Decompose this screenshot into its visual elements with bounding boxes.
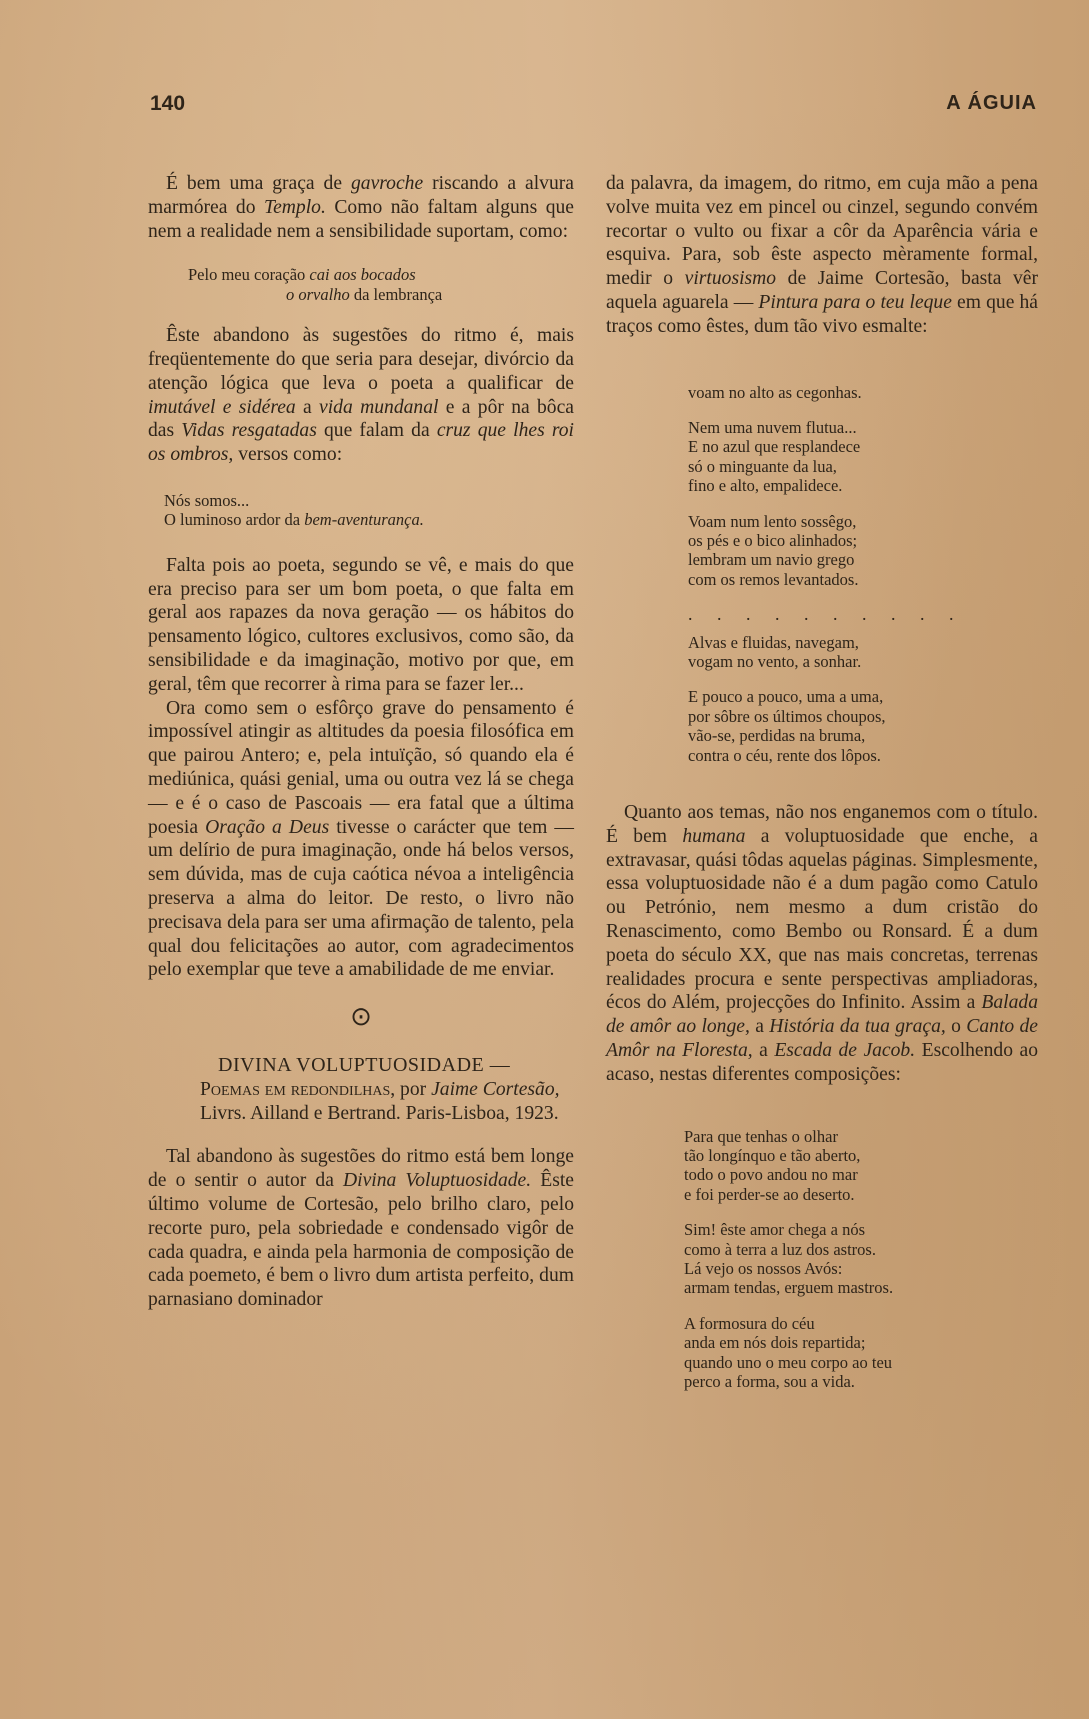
text-italic: Vidas resgatadas [181,420,317,442]
poem-line: E no azul que resplandece [688,437,861,457]
poem-line: E pouco a pouco, uma a uma, [688,687,884,707]
text: Poemas em redondilhas, [200,1078,396,1100]
text: Pelo meu coração [188,265,310,285]
poem-line: só o minguante da lua, [688,456,837,476]
poem-quote-2 [164,491,574,530]
poem-line: Alvas e fluidas, navegam, [688,632,859,652]
poem-stanza [684,1220,1038,1298]
text: Ora como sem o esfôrço grave do pensamento é impossível atingir as altitudes da poesia filosófica em que pairou Antero; e, pela intuïção, só quando ela é mediúnica, quási genial, uma ou outra vez lá se chega — e é o caso de Pascoais — era fatal que a última poesia [148,697,574,838]
poem-line: vogam no vento, a sonhar. [688,652,862,672]
poem-pintura-para-o-teu-leque [688,383,1038,766]
text-italic: cai aos bocados [309,265,416,285]
text: Escolhendo ao acaso, nestas diferentes composições: [606,1040,1038,1085]
paragraph-quanto-aos-temas [606,801,1038,1087]
section-ornament: ⊙ [350,1002,372,1033]
text-italic: História da tua graça, [769,1016,946,1038]
text-italic: imutável e sidérea [148,396,296,418]
poem-stanza [688,383,1038,402]
poem-line: Nós somos... [164,490,250,510]
poem-stanza [688,687,1038,765]
text: Êste último volume de Cortesão, pelo brilho claro, pelo recorte puro, pela sobriedade e condensado vigôr de cada quadra, e ainda pela harmonia de composição de cada poemeto, é bem o livro dum artista perfeito, dum parnasiano dominador [148,1170,574,1311]
poem-line [164,510,574,529]
poem-line: vão-se, perdidas na bruma, [688,726,866,746]
text: Tal abandono às sugestões do ritmo está bem longe de o sentir o autor da [148,1146,574,1192]
poem-stanza [688,633,1038,672]
text-italic: bem-aventurança. [304,510,424,530]
paragraph-tal-abandono [148,1145,574,1312]
text-italic: Divina Voluptuosidade. [343,1170,532,1192]
text-italic: cruz que lhes roi os ombros, [148,420,574,466]
text: a [749,1016,770,1038]
text: a [295,396,320,418]
paragraph-abandono [148,324,574,467]
text-italic: Escada de Jacob. [774,1040,916,1062]
text-italic: Oração a Deus [205,816,330,838]
poem-line: com os remos levantados. [688,569,859,589]
poem-line: Para que tenhas o olhar [684,1126,838,1146]
text: em que há traços como êstes, dum tão vivo esmalte: [606,291,1039,337]
poem-line [188,285,574,304]
text: por [395,1078,432,1100]
text-italic: o orvalho [286,284,350,304]
poem-line [188,265,574,284]
paragraph-falta: Falta pois ao poeta, segundo se vê, e mais do que era preciso para ser um bom poeta, o que falta em geral aos rapazes da nova geração — os hábitos do pensamento lógico, cultores exclusivos, como são, da sensibilidade e da imaginação, motivo por que, em geral, têm que recorrer à rima para se fazer ler... [148,554,574,695]
text: de Jaime Cortesão, basta vêr aquela aguarela — [606,268,1039,313]
text-italic: humana [682,825,746,847]
text: a [752,1040,775,1062]
paragraph-da-palavra [606,172,1038,339]
poem-line: quando uno o meu corpo ao teu [684,1352,893,1372]
poem-line: como à terra a luz dos astros. [684,1239,876,1259]
poem-line: A formosura do céu [684,1313,815,1333]
poem-quadras [684,1127,1038,1392]
poem-quote-1 [188,265,574,304]
poem-line: lembram um navio grego [688,550,855,570]
poem-line: por sôbre os últimos choupos, [688,706,886,726]
text-italic: vida mundanal [319,396,439,418]
text: da palavra, da imagem, do ritmo, em cuja mão a pena volve muita vez em pincel ou cinzel, segundo convém recortar o vulto ou fixar a côr da Aparência vária e esquiva. Para, sob êste aspecto mèramente formal, medir o [606,173,1038,290]
text: da lembrança [349,284,443,304]
ellipsis-dots: . . . . . . . . . . [688,604,964,625]
poem-line: contra o céu, rente dos lôpos. [688,745,881,765]
text: o [945,1016,967,1038]
poem-line: perco a forma, sou a vida. [684,1372,855,1392]
poem-line: fino e alto, empalidece. [688,476,843,496]
poem-line: os pés e o bico alinhados; [688,531,858,551]
text-italic: Pintura para o teu leque [758,291,952,313]
text: Como não faltam alguns que nem a realidade nem a sensibilidade suportam, como: [148,196,574,242]
text: É bem uma graça de [166,173,351,194]
review-subtitle [200,1078,574,1126]
poem-line: e foi perder-se ao deserto. [684,1184,855,1204]
poem-line: Voam num lento sossêgo, [688,511,857,531]
review-heading [148,1054,574,1125]
review-author: Jaime Cortesão, [431,1078,560,1100]
poem-line: Nem uma nuvem flutua... [688,417,857,437]
text: Livrs. Ailland e Bertrand. Paris-Lisboa, 1923. [200,1102,559,1124]
poem-stanza [688,418,1038,496]
poem-stanza [688,512,1038,590]
poem-stanza [684,1314,1038,1392]
text: Êste abandono às sugestões do ritmo é, mais freqüentemente do que seria para desejar, divórcio da atenção lógica que leva o poeta a qualificar de [148,325,574,394]
text: versos como: [233,444,343,466]
poem-line: todo o povo andou no mar [684,1165,858,1185]
poem-line: tão longínquo e tão aberto, [684,1146,861,1166]
poem-line: Sim! êste amor chega a nós [684,1220,865,1240]
text-italic: gavroche [350,173,424,194]
poem-line: Lá vejo os nossos Avós: [684,1259,843,1279]
paragraph-ora-como [148,697,574,983]
text: tivesse o carácter que tem — um delírio de pura imaginação, onde há belos versos, sem dúvida, mas de cuja caótica névoa a inteligência preserva a alma do leitor. De resto, o livro não precisava dela para ser uma afirmação de talento, pela qual dou felicitações ao autor, com agradecimentos pelo exemplar que teve a amabilidade de me enviar. [148,816,574,981]
paragraph-gavroche [148,172,574,243]
text-italic: virtuosismo [684,268,777,290]
poem-line: anda em nós dois repartida; [684,1333,866,1353]
page-number: 140 [150,92,186,115]
review-title: DIVINA VOLUPTUOSIDADE — [218,1053,511,1076]
text: riscando a alvura marmórea do [148,173,574,218]
text: O luminoso ardor da [164,510,305,530]
left-column [148,172,574,1312]
text-italic: Templo. [263,196,326,218]
text: Quanto aos temas, não nos enganemos com o título. É bem [606,802,1038,847]
text: a voluptuosidade que enche, a extravasar, quási tôdas aquelas páginas. Simplesmente, essa voluptuosidade não é a dum pagão como Catulo ou Petrónio, nem mesmo a dum cristão do Renascimento, como Bembo ou Ronsard. É a dum poeta do século XX, que nas mais concretas, terrenas realidades procura e sente perspectivas ampliadoras, écos do Além, projecções do Infinito. Assim a [606,825,1039,1014]
poem-line: armam tendas, erguem mastros. [684,1278,894,1298]
text-italic: Canto de Amôr na Floresta, [606,1016,1039,1062]
poem-stanza [684,1127,1038,1205]
right-column [606,172,1038,1392]
poem-line: voam no alto as cegonhas. [688,382,862,402]
running-title: A ÁGUIA [946,92,1037,114]
text: e a pôr na bôca das [148,396,574,442]
page-header [150,92,1037,122]
text: que falam da [316,420,437,442]
text-italic: Balada de amôr ao longe, [606,992,1038,1038]
